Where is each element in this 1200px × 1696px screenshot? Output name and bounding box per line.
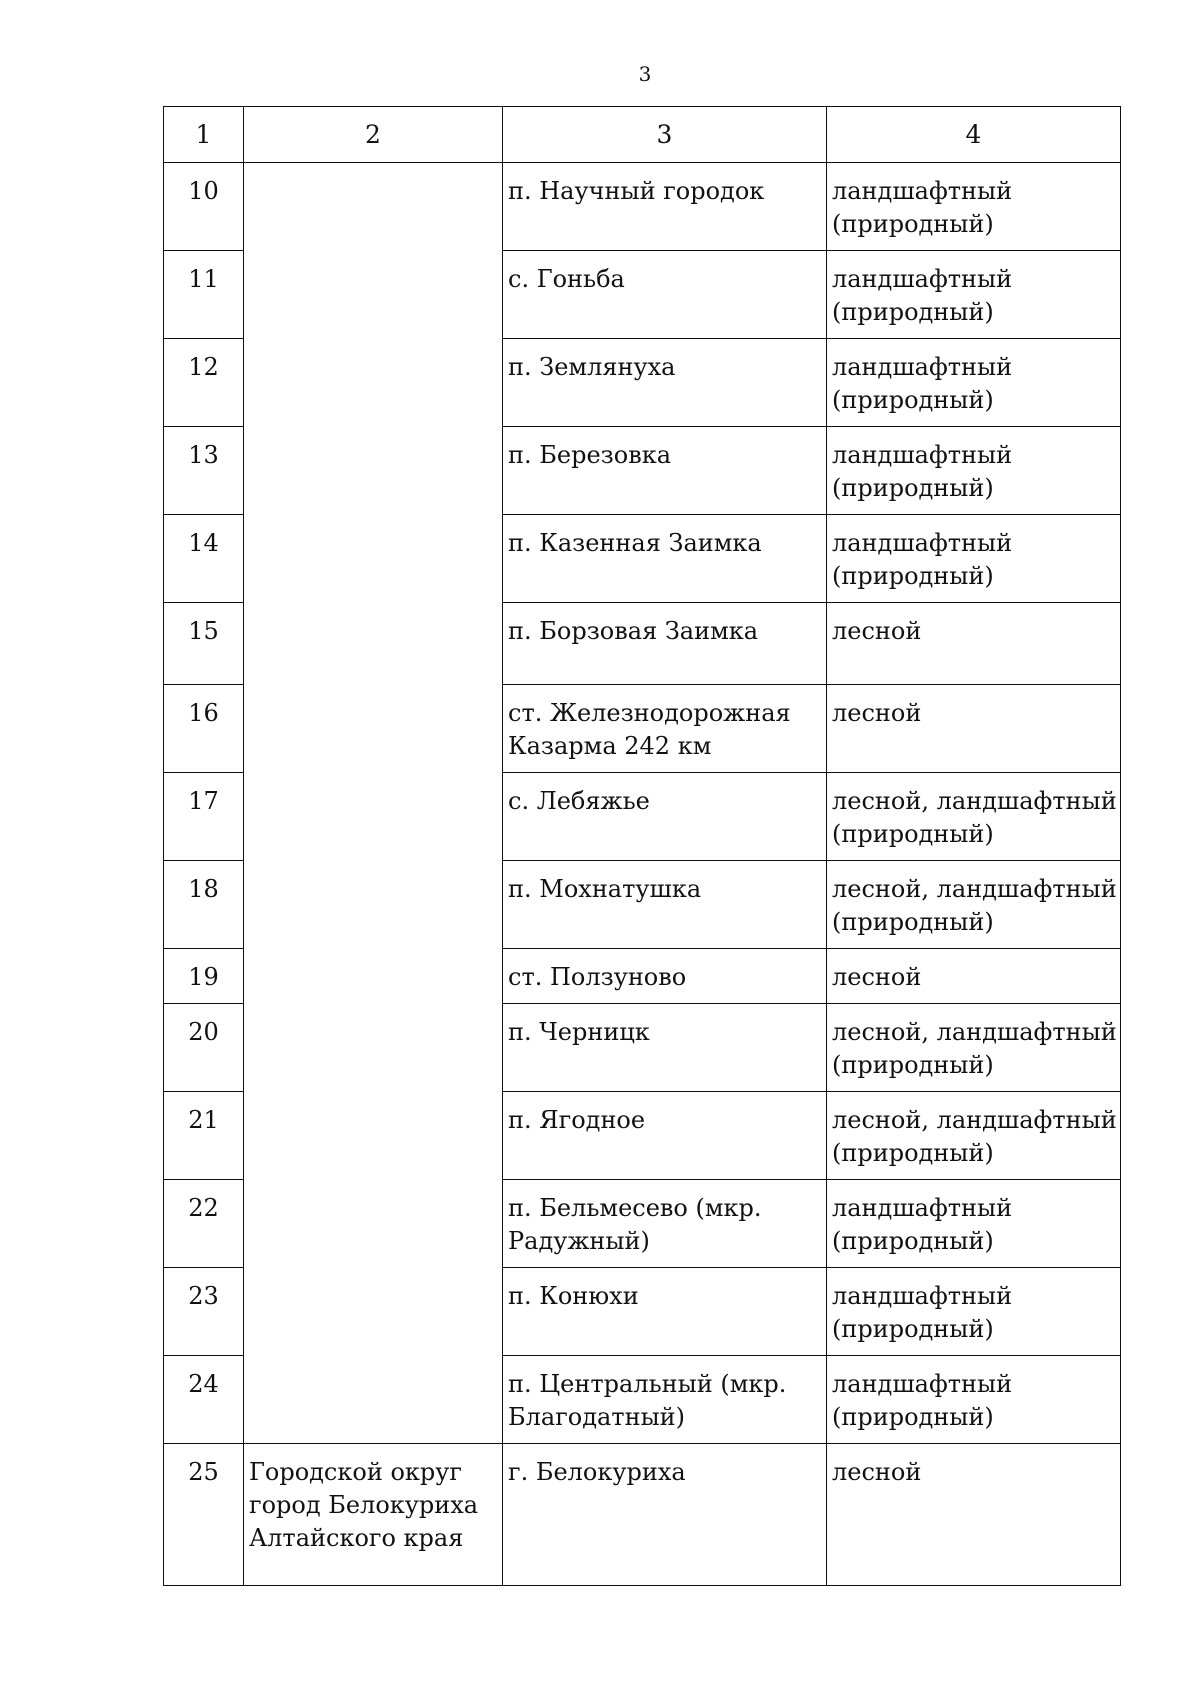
settlement-cell: п. Центральный (мкр. Благодатный) [503, 1356, 827, 1444]
forest-type-cell: ландшафтный (природный) [827, 515, 1121, 603]
forest-type-cell: лесной, ландшафтный (природный) [827, 861, 1121, 949]
forest-type-cell: лесной, ландшафтный (природный) [827, 1092, 1121, 1180]
header-cell: 3 [503, 107, 827, 163]
forest-type-cell: ландшафтный (природный) [827, 339, 1121, 427]
settlements-table [163, 106, 1121, 1586]
settlement-cell: п. Научный городок [503, 163, 827, 251]
forest-type-cell: лесной [827, 603, 1121, 685]
row-number: 19 [164, 949, 244, 1004]
district-cell [244, 163, 503, 1444]
forest-type-cell: ландшафтный (природный) [827, 163, 1121, 251]
settlement-cell: п. Землянуха [503, 339, 827, 427]
forest-type-cell: ландшафтный (природный) [827, 427, 1121, 515]
settlement-cell: п. Бельмесево (мкр. Радужный) [503, 1180, 827, 1268]
settlement-cell: п. Борзовая Заимка [503, 603, 827, 685]
settlement-cell: с. Лебяжье [503, 773, 827, 861]
forest-type-cell: лесной, ландшафтный (природный) [827, 1004, 1121, 1092]
forest-type-cell: ландшафтный (природный) [827, 1180, 1121, 1268]
settlement-cell: п. Черницк [503, 1004, 827, 1092]
settlement-cell: с. Гоньба [503, 251, 827, 339]
row-number: 22 [164, 1180, 244, 1268]
forest-type-cell: лесной [827, 685, 1121, 773]
row-number: 17 [164, 773, 244, 861]
row-number: 12 [164, 339, 244, 427]
forest-type-cell: лесной [827, 949, 1121, 1004]
settlement-cell: п. Конюхи [503, 1268, 827, 1356]
page-number: 3 [638, 62, 652, 86]
header-cell: 4 [827, 107, 1121, 163]
settlement-cell: п. Казенная Заимка [503, 515, 827, 603]
header-cell: 1 [164, 107, 244, 163]
forest-type-cell: ландшафтный (природный) [827, 1268, 1121, 1356]
row-number: 20 [164, 1004, 244, 1092]
settlement-cell: ст. Ползуново [503, 949, 827, 1004]
row-number: 24 [164, 1356, 244, 1444]
row-number: 25 [164, 1444, 244, 1586]
forest-type-cell: лесной, ландшафтный (природный) [827, 773, 1121, 861]
row-number: 10 [164, 163, 244, 251]
district-cell: Городской округ город Белокуриха Алтайского края [244, 1444, 503, 1586]
table-row [164, 1444, 1121, 1586]
row-number: 13 [164, 427, 244, 515]
forest-type-cell: лесной [827, 1444, 1121, 1586]
settlement-cell: г. Белокуриха [503, 1444, 827, 1586]
forest-type-cell: ландшафтный (природный) [827, 1356, 1121, 1444]
table-row [164, 163, 1121, 251]
settlement-cell: п. Ягодное [503, 1092, 827, 1180]
settlement-cell: п. Мохнатушка [503, 861, 827, 949]
header-cell: 2 [244, 107, 503, 163]
row-number: 18 [164, 861, 244, 949]
table-header-row [164, 107, 1121, 163]
row-number: 15 [164, 603, 244, 685]
row-number: 11 [164, 251, 244, 339]
settlement-cell: п. Березовка [503, 427, 827, 515]
row-number: 14 [164, 515, 244, 603]
row-number: 16 [164, 685, 244, 773]
forest-type-cell: ландшафтный (природный) [827, 251, 1121, 339]
row-number: 21 [164, 1092, 244, 1180]
settlement-cell: ст. Железнодорожная Казарма 242 км [503, 685, 827, 773]
row-number: 23 [164, 1268, 244, 1356]
